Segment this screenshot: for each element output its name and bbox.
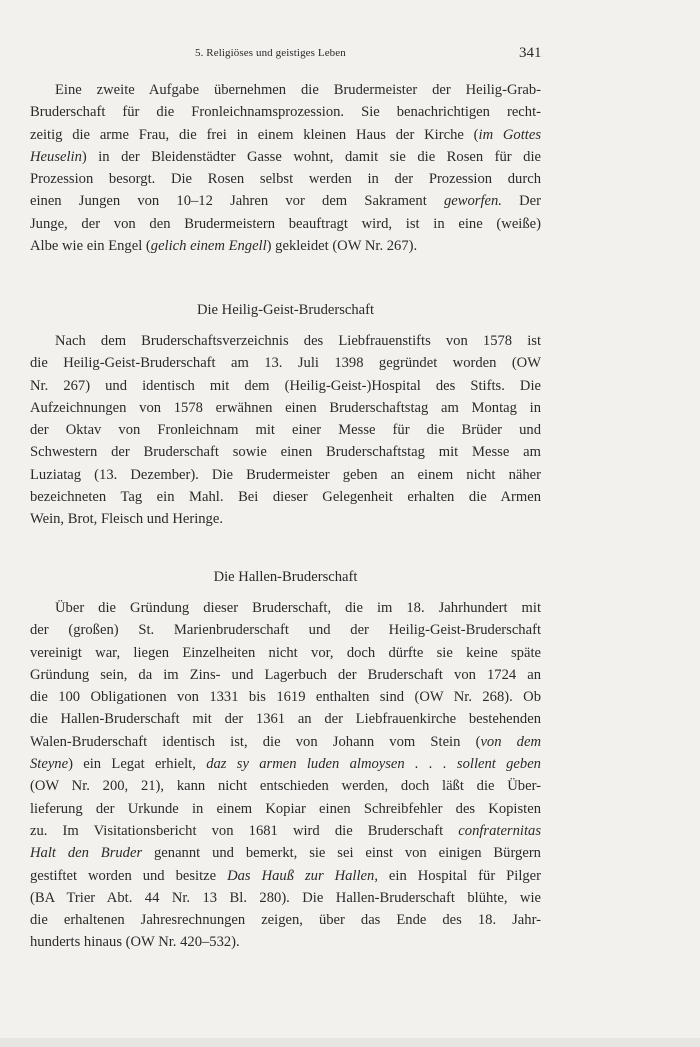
text-line: Heuselin) in der Bleidenstädter Gasse wohnt, damit sie die Rosen für die <box>30 148 541 165</box>
text-line: Bruderschaft für die Fronleichnamsprozession. Sie benachrichtigen recht- <box>30 104 541 121</box>
text-line: Junge, der von den Brudermeistern beauftragt wird, ist in eine (weiße) <box>30 215 541 232</box>
text-line: die 100 Obligationen von 1331 bis 1619 enthalten sind (OW Nr. 268). Ob <box>30 689 541 706</box>
text-line: der (großen) St. Marienbruderschaft und der Heilig-Geist-Bruderschaft <box>30 622 541 639</box>
text-line: bezeichneten Tag ein Mahl. Bei dieser Gelegenheit erhalten die Armen <box>30 489 541 506</box>
text-line: Schwestern der Bruderschaft sowie einen Bruderschaftstag mit Messe am <box>30 444 541 461</box>
text-line: zu. Im Visitationsbericht von 1681 wird die Bruderschaft confraternitas <box>30 822 541 839</box>
running-title: 5. Religiöses und geistiges Leben <box>195 47 346 59</box>
text-line: zeitig die arme Frau, die frei in einem kleinen Haus der Kirche (im Gottes <box>30 126 541 143</box>
section-heading: Die Hallen-Bruderschaft <box>213 569 358 585</box>
text-line: Nach dem Bruderschaftsverzeichnis des Liebfrauenstifts von 1578 ist <box>55 333 541 349</box>
text-line: Halt den Bruder genannt und bemerkt, sie sei einst von einigen Bürgern <box>30 845 541 862</box>
text-line: der Oktav von Fronleichnam mit einer Messe für die Brüder und <box>30 422 541 439</box>
text-line: vereinigt war, liegen Einzelheiten nicht vor, doch dürfte sie keine späte <box>30 644 541 661</box>
page-number: 341 <box>519 45 542 61</box>
paragraph-heilig-geist <box>30 330 541 531</box>
page-bottom-edge <box>0 1038 700 1047</box>
text-line: Nr. 267) und identisch mit dem (Heilig-Geist-)Hospital des Stifts. Die <box>30 377 541 394</box>
text-line: die Hallen-Bruderschaft mit der 1361 an der Liebfrauenkirche bestehenden <box>30 711 541 728</box>
text-line: (BA Trier Abt. 44 Nr. 13 Bl. 280). Die Hallen-Bruderschaft blühte, wie <box>30 889 541 906</box>
text-line: Wein, Brot, Fleisch und Heringe. <box>30 511 223 528</box>
text-line: lieferung der Urkunde in einem Kopiar einen Schreibfehler des Kopisten <box>30 800 541 817</box>
text-line: Albe wie ein Engel (gelich einem Engell) gekleidet (OW Nr. 267). <box>30 238 418 255</box>
text-line: (OW Nr. 200, 21), kann nicht entschieden werden, doch läßt die Über- <box>30 778 541 795</box>
paragraph-heilig-grab <box>30 79 541 257</box>
text-line: Luziatag (13. Dezember). Die Brudermeister geben an einem nicht näher <box>30 466 541 483</box>
text-line: Aufzeichnungen von 1578 erwähnen einen Bruderschaftstag am Montag in <box>30 399 541 416</box>
text-line: Über die Gründung dieser Bruderschaft, die im 18. Jahrhundert mit <box>55 600 541 616</box>
running-head <box>0 45 700 65</box>
paragraph-hallen <box>30 597 541 954</box>
text-line: Eine zweite Aufgabe übernehmen die Brudermeister der Heilig-Grab- <box>55 82 541 98</box>
text-line: Prozession besorgt. Die Rosen selbst werden in der Prozession durch <box>30 171 541 188</box>
text-line: Walen-Bruderschaft identisch ist, die von Johann vom Stein (von dem <box>30 733 541 750</box>
text-line: die erhaltenen Jahresrechnungen zeigen, über das Ende des 18. Jahr- <box>30 912 541 929</box>
section-heading: Die Heilig-Geist-Bruderschaft <box>196 302 375 318</box>
text-line: die Heilig-Geist-Bruderschaft am 13. Juli 1398 gegründet worden (OW <box>30 355 541 372</box>
text-line: Gründung sein, da im Zins- und Lagerbuch der Bruderschaft von 1724 an <box>30 666 541 683</box>
text-line: gestiftet worden und besitze Das Hauß zur Hallen, ein Hospital für Pilger <box>30 867 541 884</box>
text-line: einen Jungen von 10–12 Jahren vor dem Sakrament geworfen. Der <box>30 193 541 210</box>
text-line: hunderts hinaus (OW Nr. 420–532). <box>30 934 240 951</box>
text-line: Steyne) ein Legat erhielt, daz sy armen luden almoysen . . . sollent geben <box>30 756 541 773</box>
